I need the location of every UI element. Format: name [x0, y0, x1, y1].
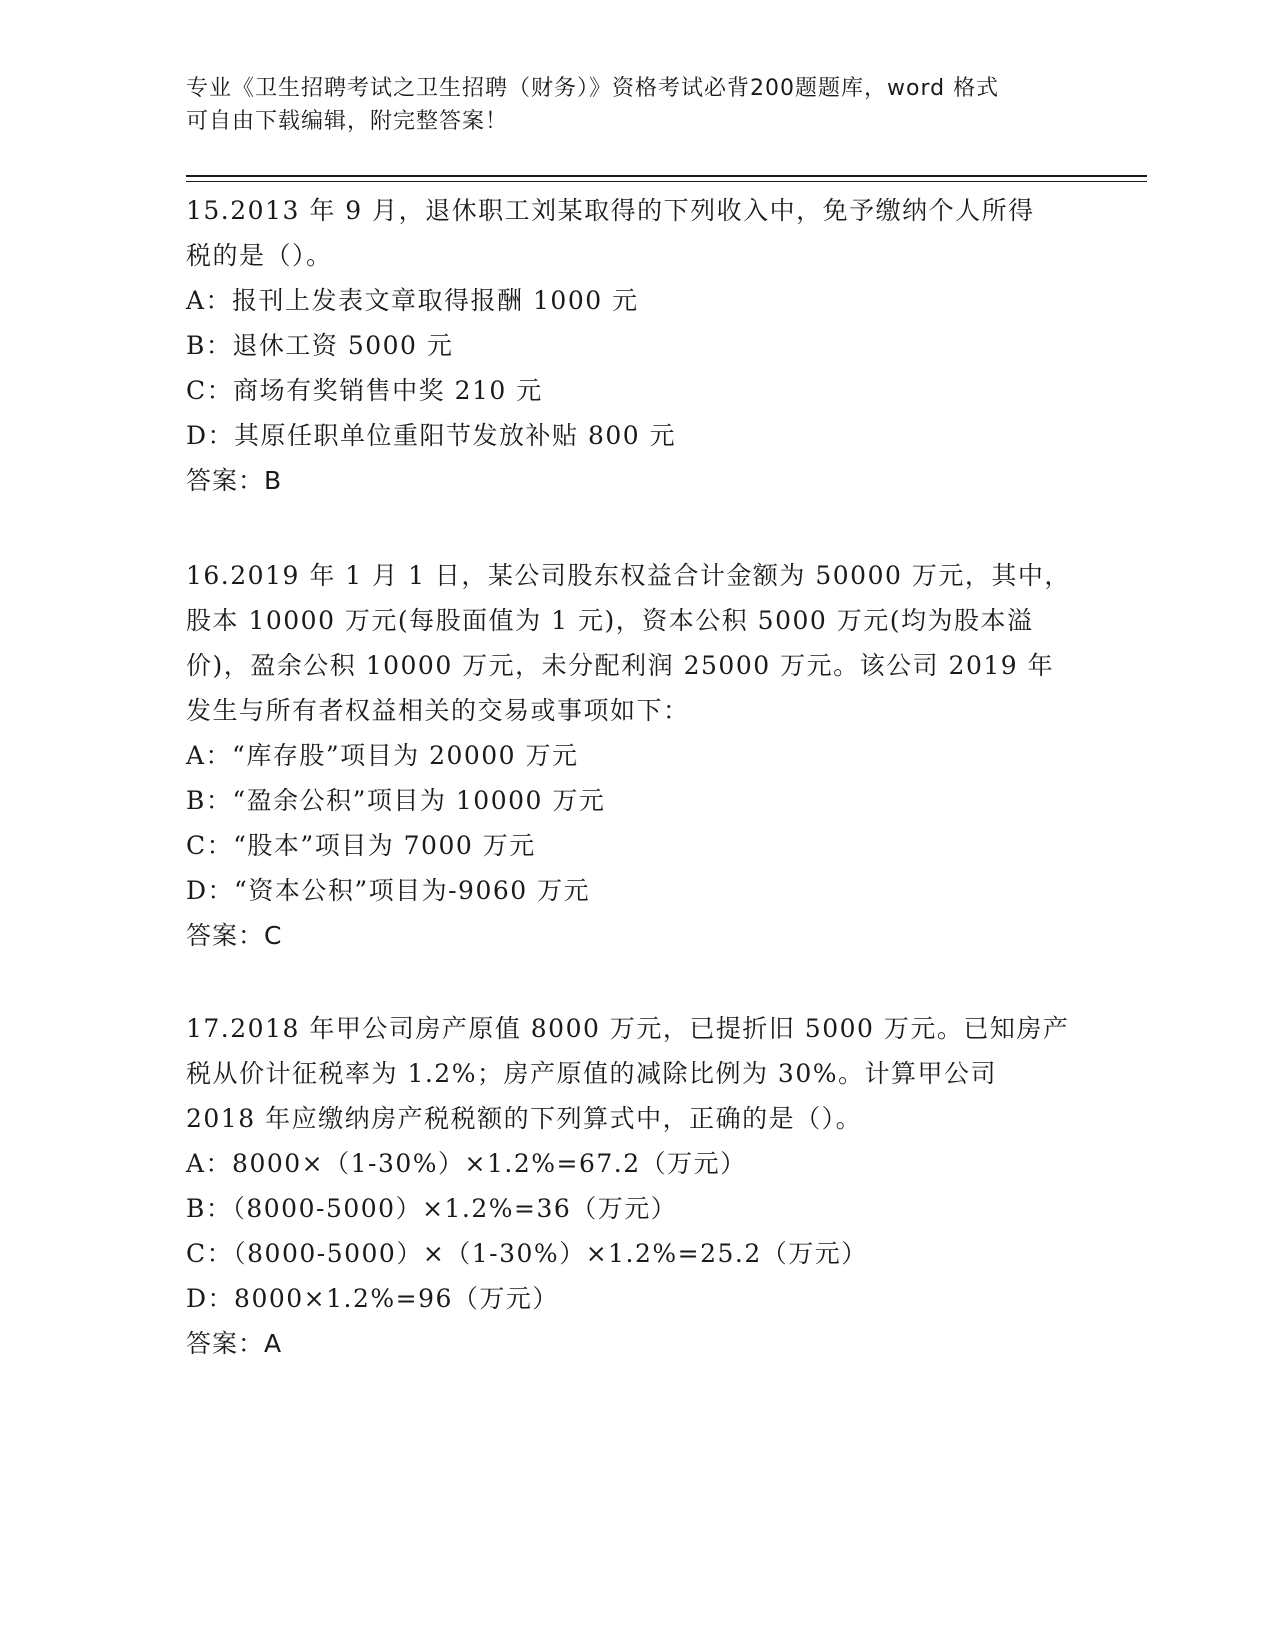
option-a: A：报刊上发表文章取得报酬 1000 元	[186, 286, 639, 315]
option-d: D：“资本公积”项目为-9060 万元	[186, 876, 591, 905]
question-stem-line: 股本 10000 万元(每股面值为 1 元)，资本公积 5000 万元(均为股本溢	[186, 606, 1034, 635]
question-stem-line: 税的是（）。	[186, 241, 333, 270]
option-d: D：8000×1.2%=96（万元）	[186, 1284, 559, 1313]
option-c: C：“股本”项目为 7000 万元	[186, 831, 536, 860]
question-stem-line: 发生与所有者权益相关的交易或事项如下：	[186, 696, 690, 725]
header-divider-thin	[186, 181, 1147, 182]
question-stem-line: 2018 年应缴纳房产税税额的下列算式中，正确的是（）。	[186, 1104, 863, 1133]
option-a: A：8000×（1-30%）×1.2%=67.2（万元）	[186, 1149, 747, 1178]
question-stem-line: 15.2013 年 9 月，退休职工刘某取得的下列收入中，免予缴纳个人所得	[186, 196, 1035, 225]
question-stem-line: 税从价计征税率为 1.2%；房产原值的减除比例为 30%。计算甲公司	[186, 1059, 997, 1088]
answer: 答案：C	[186, 921, 283, 950]
option-c: C：商场有奖销售中奖 210 元	[186, 376, 543, 405]
question-16	[186, 553, 1086, 958]
option-c: C：（8000-5000）×（1-30%）×1.2%=25.2（万元）	[186, 1239, 868, 1268]
answer: 答案：B	[186, 466, 283, 495]
option-a: A：“库存股”项目为 20000 万元	[186, 741, 579, 770]
header-divider-thick	[186, 175, 1147, 177]
option-b: B：“盈余公积”项目为 10000 万元	[186, 786, 606, 815]
option-b: B：（8000-5000）×1.2%=36（万元）	[186, 1194, 678, 1223]
answer: 答案：A	[186, 1329, 283, 1358]
header-line-1: 专业《卫生招聘考试之卫生招聘（财务）》资格考试必背200题题库，word 格式	[186, 76, 1000, 101]
question-stem-line: 17.2018 年甲公司房产原值 8000 万元，已提折旧 5000 万元。已知房产	[186, 1014, 1070, 1043]
option-b: B：退休工资 5000 元	[186, 331, 454, 360]
question-stem-line: 价)，盈余公积 10000 万元，未分配利润 25000 万元。该公司 2019 年	[186, 651, 1055, 680]
document-header	[186, 72, 1086, 138]
question-15	[186, 188, 1086, 503]
header-line-2: 可自由下载编辑，附完整答案！	[186, 109, 509, 134]
question-stem-line: 16.2019 年 1 月 1 日，某公司股东权益合计金额为 50000 万元，其中，	[186, 561, 1071, 590]
question-17	[186, 1006, 1086, 1366]
option-d: D：其原任职单位重阳节发放补贴 800 元	[186, 421, 677, 450]
